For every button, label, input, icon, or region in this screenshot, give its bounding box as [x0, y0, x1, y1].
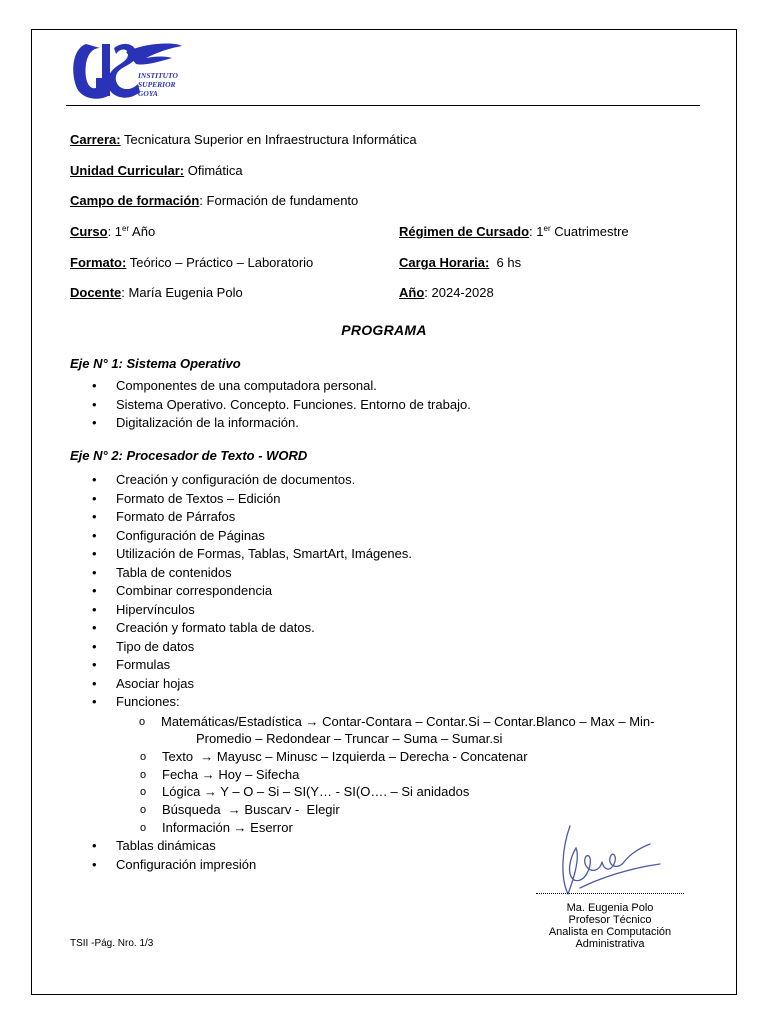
arrow-right-icon: → — [203, 784, 217, 799]
list-item: • Formato de Párrafos — [92, 508, 412, 527]
curso-value-post: Año — [129, 224, 156, 239]
funcion-detail: Hoy – Sifecha — [214, 767, 300, 782]
list-item: • Asociar hojas — [92, 675, 412, 694]
field-campo — [70, 193, 358, 209]
signature-title: Profesor Técnico — [568, 914, 652, 926]
curso-sup: er — [122, 224, 130, 233]
list-item: • Tabla de contenidos — [92, 564, 412, 583]
logo-line-2: SUPERIOR — [138, 80, 176, 89]
field-formato — [70, 255, 313, 271]
field-carrera — [70, 132, 417, 148]
anio-label: Año — [399, 285, 425, 300]
funcion-matematicas-cont: Promedio – Redondear – Truncar – Suma – Sumar.si — [196, 731, 503, 746]
arrow-right-icon: → — [200, 749, 214, 764]
signature-line — [536, 893, 684, 894]
sub-bullet-icon: o — [140, 769, 147, 781]
eje2-title: Eje N° 2: Procesador de Texto - WORD — [70, 448, 308, 463]
unidad-value: Ofimática — [184, 163, 243, 178]
curso-value: : 1 — [107, 224, 123, 239]
arrow-right-icon: → — [201, 767, 215, 782]
funcion-detail: Contar-Contara – Contar.Si – Contar.Blanco – Max – Min- — [318, 714, 655, 729]
list-item: • Digitalización de la información. — [92, 414, 471, 433]
logo-line-1: INSTITUTO — [138, 71, 178, 80]
regimen-label: Régimen de Cursado — [399, 224, 530, 239]
carga-value: 6 hs — [489, 255, 522, 270]
list-item: • Formato de Textos – Edición — [92, 490, 412, 509]
list-item: • Formulas — [92, 656, 412, 675]
campo-label: Campo de formación — [70, 193, 200, 208]
list-item: • Sistema Operativo. Concepto. Funciones. Entorno de trabajo. — [92, 396, 471, 415]
unidad-label: Unidad Curricular: — [70, 163, 185, 178]
page-footer: TSII -Pág. Nro. 1/3 — [70, 938, 154, 949]
logo-line-3: GOYA — [138, 89, 158, 98]
list-item: • Hipervínculos — [92, 601, 412, 620]
list-item: • Componentes de una computadora personal. — [92, 377, 471, 396]
funcion-name: Matemáticas/Estadística — [161, 714, 306, 729]
field-docente — [70, 285, 243, 301]
sub-bullet-icon: o — [140, 751, 147, 763]
funcion-busqueda — [140, 802, 340, 818]
field-curso — [70, 224, 155, 240]
sub-bullet-icon: o — [140, 786, 147, 798]
arrow-right-icon: → — [305, 714, 319, 729]
field-regimen — [399, 224, 629, 240]
formato-value: Teórico – Práctico – Laboratorio — [126, 255, 314, 270]
field-unidad — [70, 163, 243, 179]
funcion-texto — [140, 749, 528, 765]
page-title: PROGRAMA — [341, 322, 427, 338]
list-item: • Configuración de Páginas — [92, 527, 412, 546]
funcion-detail: Y – O – Si – SI(Y… - SI(O…. – Si anidados — [216, 784, 470, 799]
list-item: • Tipo de datos — [92, 638, 412, 657]
list-item: • Tablas dinámicas — [92, 837, 256, 856]
funcion-name: Texto — [162, 749, 201, 764]
funcion-fecha — [140, 767, 300, 783]
regimen-value: : 1 — [529, 224, 544, 239]
sub-bullet-icon: o — [139, 716, 146, 728]
carrera-label: Carrera: — [70, 132, 121, 147]
funcion-logica — [140, 784, 470, 800]
signature-title-2: Analista en Computación — [548, 926, 672, 938]
eje2-list — [92, 471, 412, 712]
curso-label: Curso — [70, 224, 108, 239]
institute-logo — [66, 38, 206, 104]
signature-name: Ma. Eugenia Polo — [566, 902, 654, 914]
anio-value: : 2024-2028 — [424, 285, 494, 300]
arrow-right-icon: → — [233, 820, 247, 835]
funcion-detail: Buscarv - Elegir — [240, 802, 340, 817]
funcion-informacion — [140, 820, 293, 836]
campo-value: : Formación de fundamento — [199, 193, 359, 208]
funcion-name: Fecha — [162, 767, 202, 782]
sub-bullet-icon: o — [140, 822, 147, 834]
carga-label: Carga Horaria: — [399, 255, 490, 270]
list-item: • Utilización de Formas, Tablas, SmartArt, Imágenes. — [92, 545, 412, 564]
sub-bullet-icon: o — [140, 804, 147, 816]
docente-label: Docente — [70, 285, 122, 300]
docente-value: : María Eugenia Polo — [121, 285, 243, 300]
formato-label: Formato: — [70, 255, 127, 270]
eje1-title: Eje N° 1: Sistema Operativo — [70, 356, 241, 371]
eje2-tail-list — [92, 837, 256, 874]
list-item: • Combinar correspondencia — [92, 582, 412, 601]
funcion-name: Información — [162, 820, 234, 835]
header-rule — [66, 105, 700, 106]
funcion-matematicas — [139, 714, 655, 730]
handwritten-signature — [540, 818, 670, 898]
list-item: • Creación y formato tabla de datos. — [92, 619, 412, 638]
field-anio — [399, 285, 494, 301]
regimen-sup: er — [543, 224, 551, 233]
funcion-detail: Mayusc – Minusc – Izquierda – Derecha - Concatenar — [213, 749, 528, 764]
list-item: • Funciones: — [92, 693, 412, 712]
regimen-value-post: Cuatrimestre — [550, 224, 629, 239]
funcion-name: Lógica — [162, 784, 204, 799]
eje1-list — [92, 377, 471, 433]
carrera-value: Tecnicatura Superior en Infraestructura Informática — [120, 132, 417, 147]
funcion-name: Búsqueda — [162, 802, 228, 817]
signature-title-3: Administrativa — [575, 938, 645, 950]
list-item: • Configuración impresión — [92, 856, 256, 875]
arrow-right-icon: → — [227, 802, 241, 817]
list-item: • Creación y configuración de documentos. — [92, 471, 412, 490]
funcion-detail: Eserror — [246, 820, 293, 835]
field-carga — [399, 255, 521, 271]
